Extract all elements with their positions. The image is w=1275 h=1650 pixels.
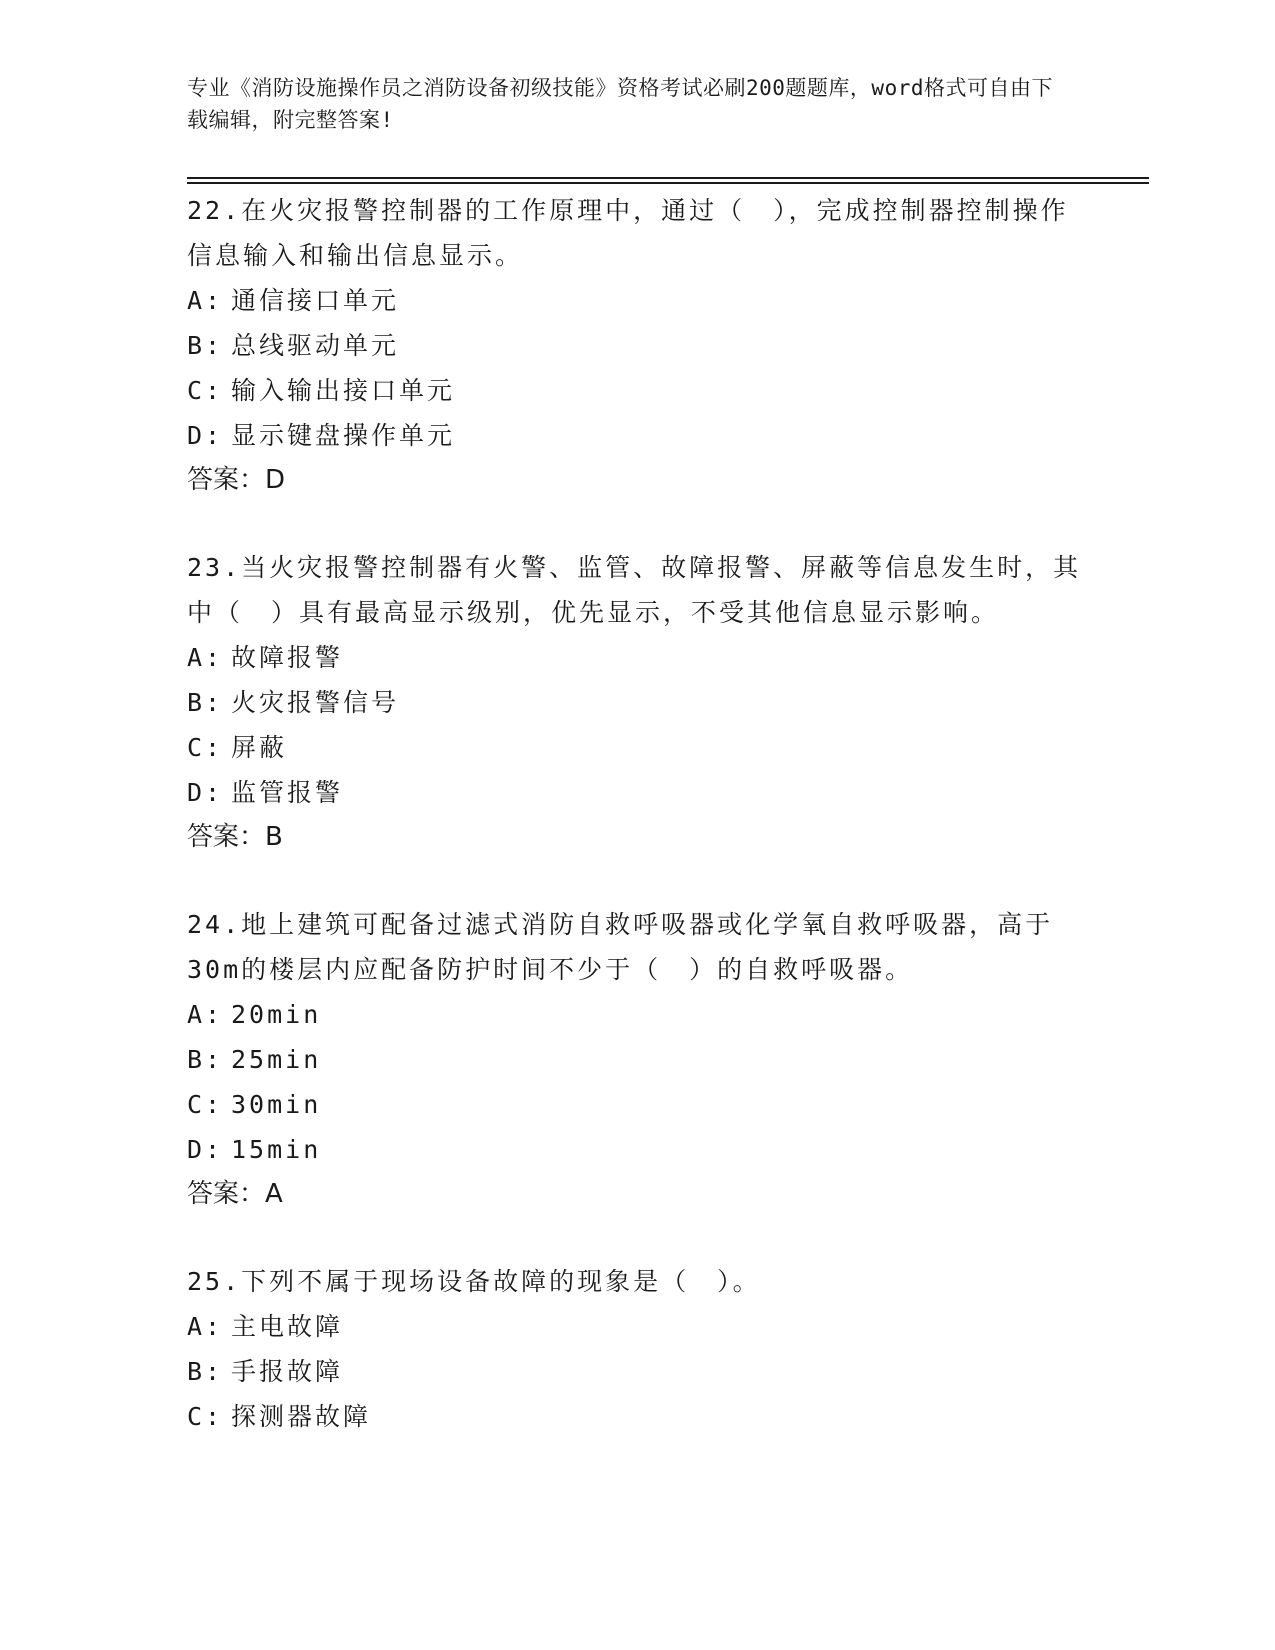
option-key: B:: [187, 1357, 224, 1386]
header-rule-top: [187, 177, 1149, 179]
option-key: B:: [187, 331, 224, 360]
option-key: A:: [187, 643, 224, 672]
option-key: B:: [187, 1045, 224, 1074]
option-text: 火灾报警信号: [231, 688, 400, 717]
option-key: C:: [187, 1090, 224, 1119]
option-key: C:: [187, 376, 224, 405]
option-key: B:: [187, 688, 224, 717]
option-a: [187, 635, 1087, 680]
option-key: C:: [187, 1402, 224, 1431]
question-stem: 25.下列不属于现场设备故障的现象是（ ）。: [187, 1267, 761, 1296]
question-list: [187, 188, 1087, 1481]
question-22: [187, 188, 1087, 503]
option-key: A:: [187, 1000, 224, 1029]
option-d: [187, 770, 1087, 815]
option-text: 屏蔽: [231, 733, 288, 762]
option-key: A:: [187, 286, 224, 315]
header-rule-bottom: [187, 182, 1149, 184]
option-text: 15min: [231, 1135, 322, 1164]
header-intro-text: 专业《消防设施操作员之消防设备初级技能》资格考试必刷200题题库，word格式可自由下载编辑，附完整答案!: [187, 76, 1053, 132]
option-text: 输入输出接口单元: [231, 376, 456, 405]
option-b: [187, 1349, 1087, 1394]
answer-line: 答案：D: [187, 465, 286, 495]
option-text: 显示键盘操作单元: [231, 421, 456, 450]
option-b: [187, 1037, 1087, 1082]
answer-line: 答案：B: [187, 822, 283, 852]
option-a: [187, 992, 1087, 1037]
option-c: [187, 1394, 1087, 1439]
option-b: [187, 323, 1087, 368]
option-text: 监管报警: [231, 778, 344, 807]
question-stem: 22.在火灾报警控制器的工作原理中，通过（ ），完成控制器控制操作信息输入和输出信息显示。: [187, 196, 1069, 270]
option-d: [187, 1127, 1087, 1172]
document-header: [187, 72, 1067, 136]
option-text: 30min: [231, 1090, 322, 1119]
option-text: 故障报警: [231, 643, 344, 672]
option-a: [187, 1304, 1087, 1349]
question-24: [187, 902, 1087, 1217]
option-c: [187, 368, 1087, 413]
option-text: 通信接口单元: [231, 286, 400, 315]
option-c: [187, 1082, 1087, 1127]
question-23: [187, 545, 1087, 860]
option-a: [187, 278, 1087, 323]
option-key: C:: [187, 733, 224, 762]
option-d: [187, 413, 1087, 458]
option-text: 主电故障: [231, 1312, 344, 1341]
option-key: D:: [187, 421, 224, 450]
option-b: [187, 680, 1087, 725]
question-stem: 23.当火灾报警控制器有火警、监管、故障报警、屏蔽等信息发生时，其中（ ）具有最高显示级别，优先显示，不受其他信息显示影响。: [187, 553, 1082, 627]
option-text: 25min: [231, 1045, 322, 1074]
option-text: 探测器故障: [231, 1402, 372, 1431]
answer-line: 答案：A: [187, 1179, 283, 1209]
question-stem: 24.地上建筑可配备过滤式消防自救呼吸器或化学氧自救呼吸器，高于30m的楼层内应配备防护时间不少于（ ）的自救呼吸器。: [187, 910, 1054, 984]
option-key: D:: [187, 1135, 224, 1164]
option-c: [187, 725, 1087, 770]
question-25: [187, 1259, 1087, 1439]
option-key: A:: [187, 1312, 224, 1341]
option-text: 20min: [231, 1000, 322, 1029]
option-key: D:: [187, 778, 224, 807]
option-text: 总线驱动单元: [231, 331, 400, 360]
option-text: 手报故障: [231, 1357, 344, 1386]
